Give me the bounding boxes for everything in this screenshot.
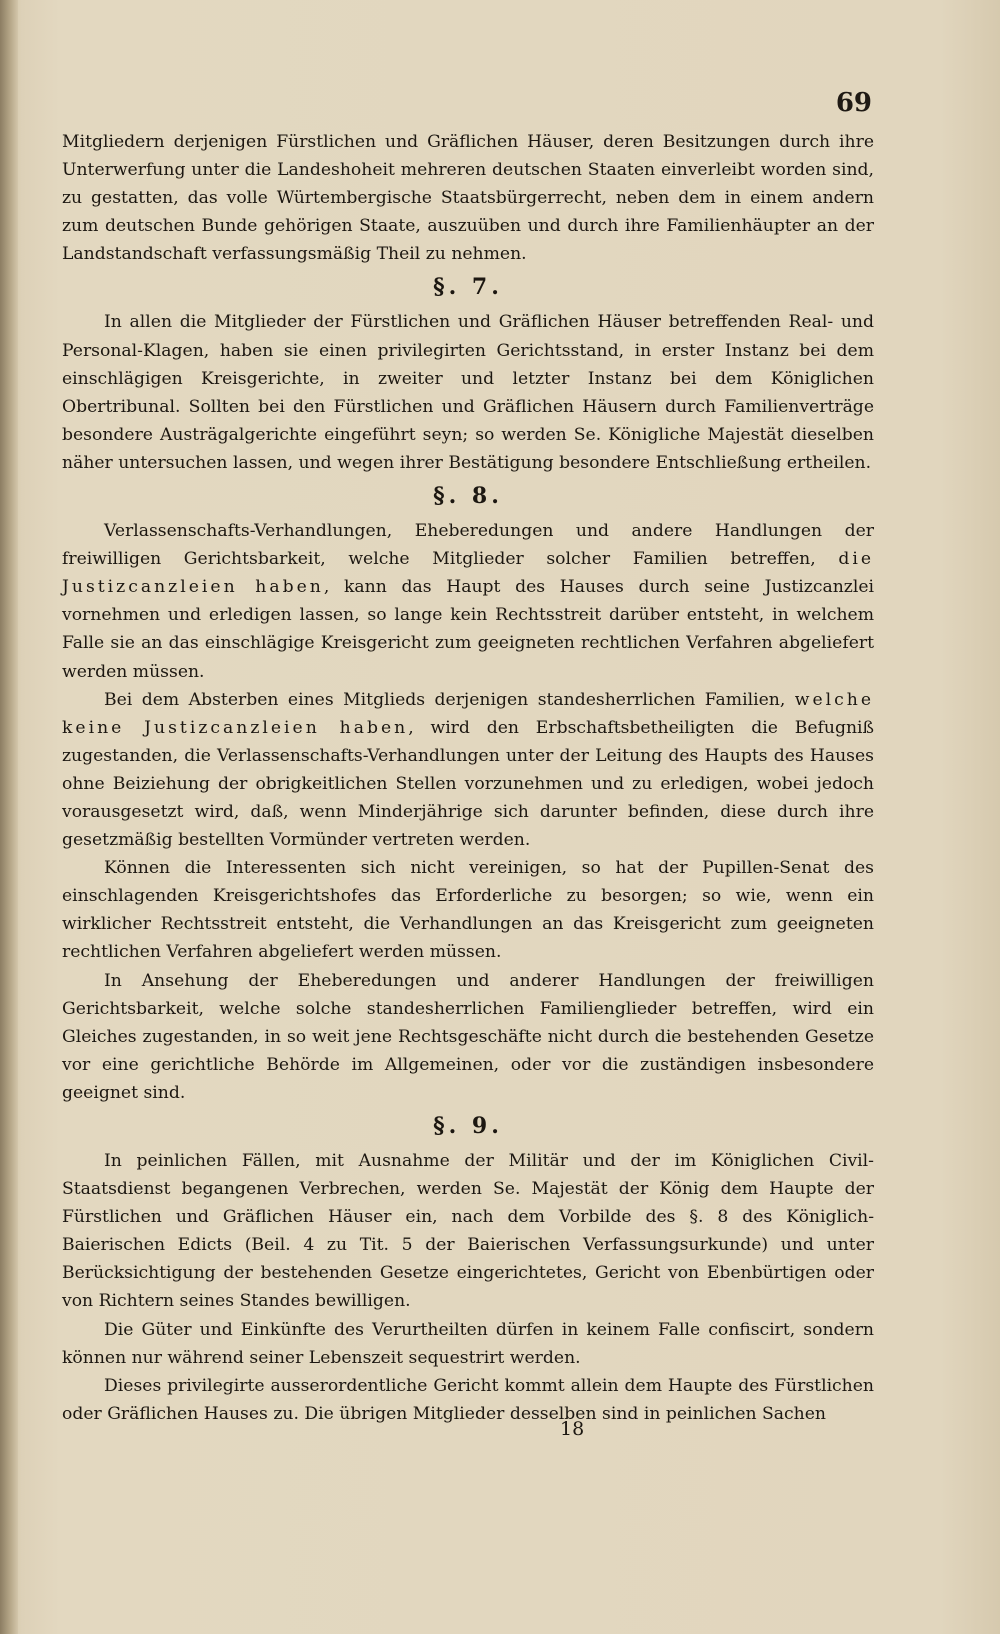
paragraph-estate-proceedings: [62, 686, 874, 855]
paragraph-continued: Mitgliedern derjenigen Fürstlichen und Gräflichen Häuser, deren Besitzungen durch ihre Unterwerfung unter die Landeshoheit mehreren deutschen Staaten einverleibt worden sind, zu gestatten, das volle Würtembergische Staatsbürgerrecht, neben dem in einem andern zum deutschen Bunde gehörigen Staate, auszuüben und durch ihre Familienhäupter an der Landstandschaft verfassungsmäßig Theil zu nehmen.: [62, 132, 874, 265]
section-heading-8: §. 8.: [433, 483, 503, 510]
paragraph-extraordinary-court: Dieses privilegirte ausserordentliche Gericht kommt allein dem Haupte des Fürstlichen oder Gräflichen Hauses zu. Die übrigen Mitglieder desselben sind in peinlichen Sachen: [62, 1375, 874, 1424]
emphasized-text: die Justizcanzleien haben: [62, 549, 874, 598]
paragraph-jurisdiction: In allen die Mitglieder der Fürstlichen und Gräflichen Häuser betreffenden Real- und Personal-Klagen, haben sie einen privilegirten Gerichtsstand, in erster Instanz bei dem einschlägigen Kreisgerichte, in zweiter und letzter Instanz bei dem Königlichen Obertribunal. Sollten bei den Fürstlichen und Gräflichen Häusern durch Familienverträge besondere Austrägalgerichte eingeführt seyn; so werden Se. Königliche Majestät dieselben näher untersuchen lassen, und wegen ihrer Bestätigung besondere Entschließung ertheilen.: [62, 312, 874, 473]
signature-mark: 18: [560, 1418, 585, 1440]
page-number: 69: [835, 88, 872, 118]
paragraph-text: , wird den Erbschaftsbetheiligten die Befugniß zugestanden, die Verlassenschafts-Verhandlungen unter der Leitung des Haupts des Hauses ohne Beiziehung der obrigkeitlichen Stellen vorzunehmen und zu erledigen, wobei jedoch vorausgesetzt wird, daß, wenn Minderjährige sich darunter befinden, diese durch ihre gesetzmäßig bestellten Vormünder vertreten werden.: [62, 717, 874, 851]
paragraph-voluntary-jurisdiction: [62, 517, 874, 686]
paragraph-confiscation: Die Güter und Einkünfte des Verurtheilten dürfen in keinem Falle confiscirt, sondern können nur während seiner Lebenszeit sequestrirt werden.: [62, 1319, 874, 1368]
paragraph-text: Bei dem Absterben eines Mitglieds derjenigen standesherrlichen Familien,: [104, 689, 795, 710]
section-heading-9: §. 9.: [433, 1113, 503, 1139]
paragraph-marriage-contracts: In Ansehung der Eheberedungen und anderer Handlungen der freiwilligen Gerichtsbarkeit, welche solche standesherrlichen Familienglieder betreffen, wird ein Gleiches zugestanden, in so weit jene Rechtsgeschäfte nicht durch die bestehenden Gesetze vor eine gerichtliche Behörde im Allgemeinen, oder vor die zuständigen insbesondere geeignet sind.: [62, 970, 874, 1103]
paragraph-text: Verlassenschafts-Verhandlungen, Eheberedungen und andere Handlungen der freiwilligen Gerichtsbarkeit, welche Mitglieder solcher Familien betreffen,: [62, 521, 874, 570]
section-heading-7: §. 7.: [433, 274, 503, 301]
paragraph-criminal-cases: In peinlichen Fällen, mit Ausnahme der Militär und der im Königlichen Civil-Staatsdienst begangenen Verbrechen, werden Se. Majestät der König dem Haupte der Fürstlichen und Gräflichen Häuser ein, nach dem Vorbilde des §. 8 des Königlich-Baierischen Edicts (Beil. 4 zu Tit. 5 der Baierischen Verfassungsurkunde) und unter Berücksichtigung der bestehenden Gesetze eingerichtetes, Gericht von Ebenbürtigen oder von Richtern seines Standes bewilligen.: [62, 1151, 874, 1312]
paragraph-pupil-senate: Können die Interessenten sich nicht vereinigen, so hat der Pupillen-Senat des einschlagenden Kreisgerichtshofes das Erforderliche zu besorgen; so wie, wenn ein wirklicher Rechtsstreit entsteht, die Verhandlungen an das Kreisgericht zum geeigneten rechtlichen Verfahren abgeliefert werden müssen.: [62, 858, 874, 963]
page-body: [62, 128, 874, 1428]
paragraph-text: , kann das Haupt des Hauses durch seine Justizcanzlei vornehmen und erledigen lassen, so lange kein Rechtsstreit darüber entsteht, in welchem Falle sie an das einschlägige Kreisgericht zum geeigneten rechtlichen Verfahren abgeliefert werden müssen.: [62, 577, 874, 682]
emphasized-text: welche keine Justizcanzleien haben: [62, 689, 874, 738]
page-binding-edge: [0, 0, 18, 1634]
